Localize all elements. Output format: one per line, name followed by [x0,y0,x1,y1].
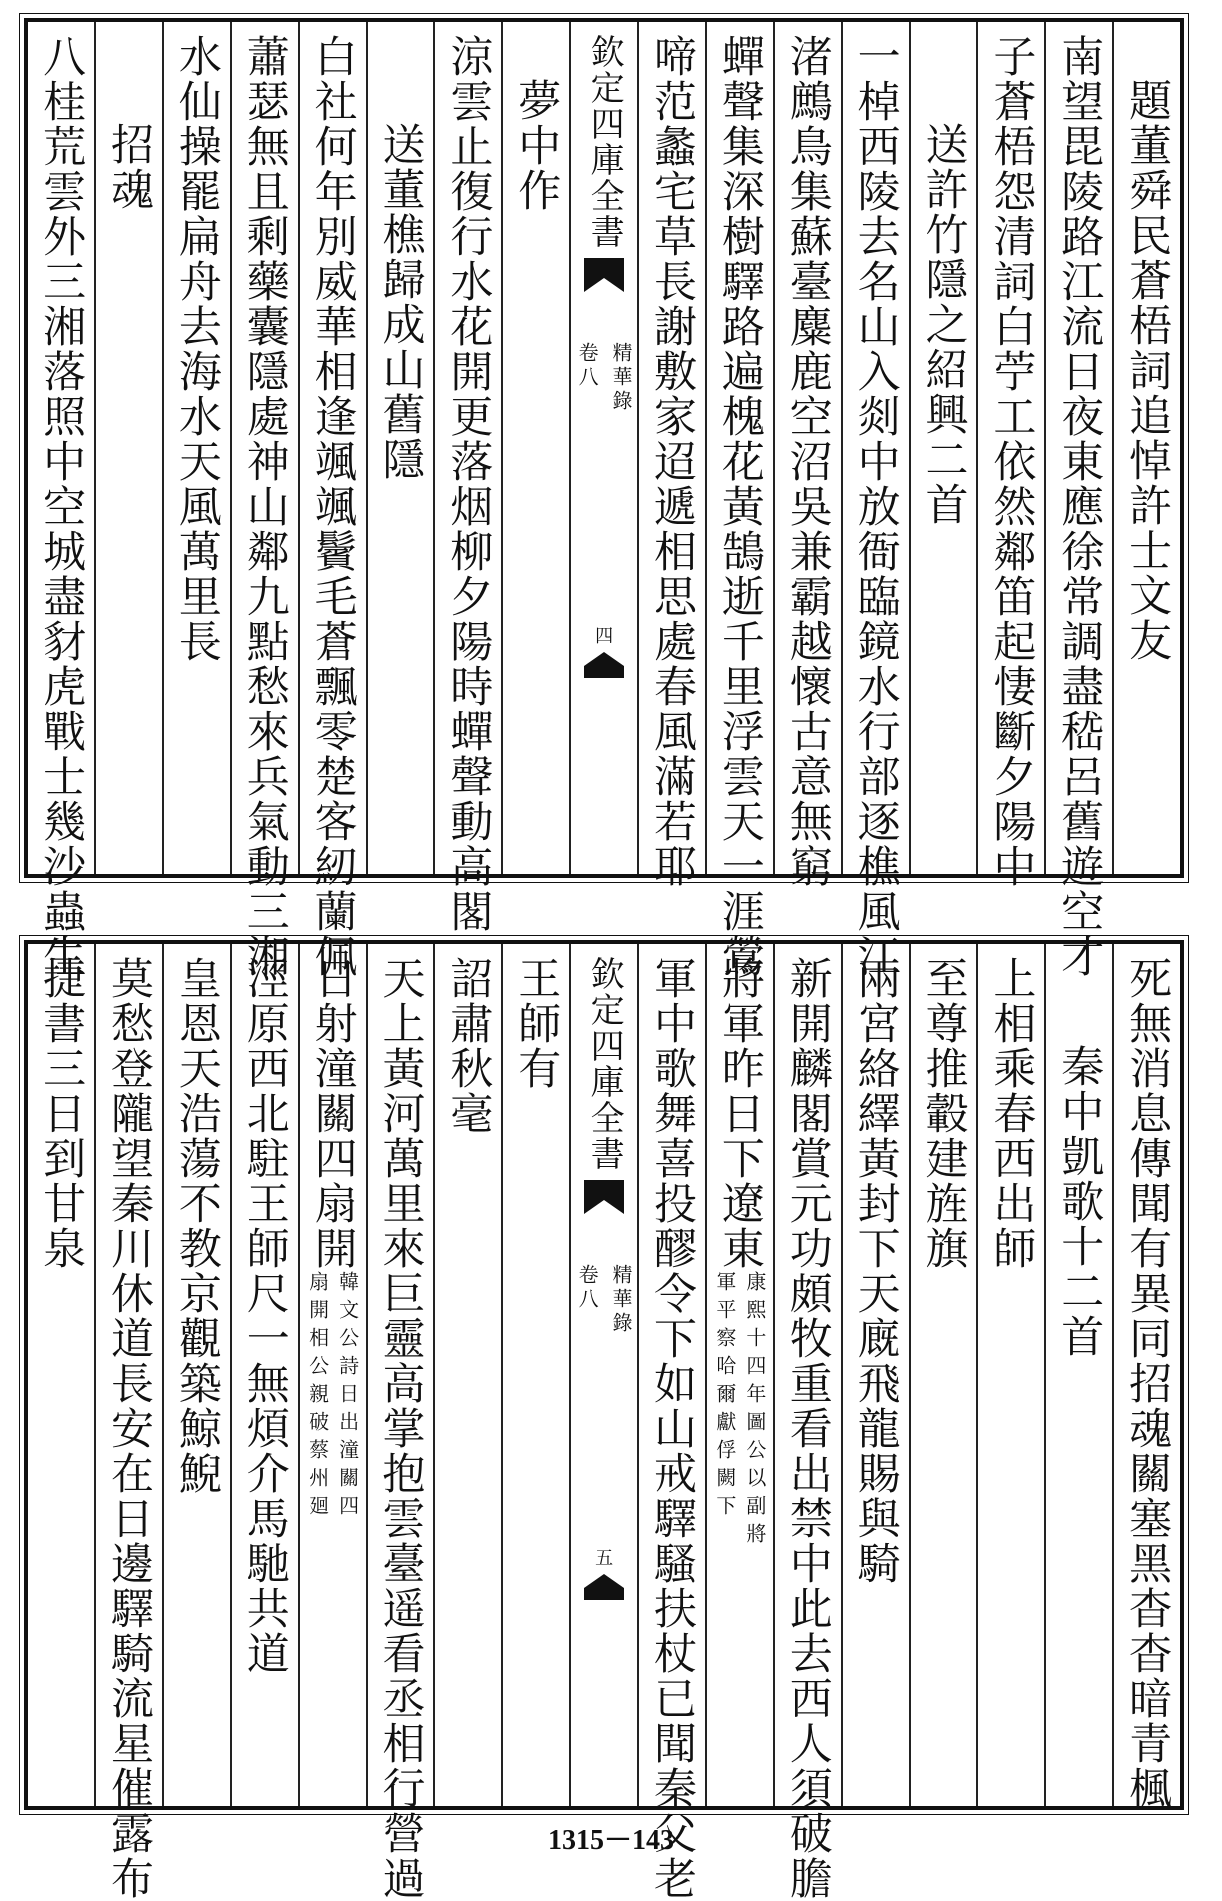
annotation-notes [712,1271,768,1551]
column-text: 子蒼梧怨清詞白苧工依然鄰笛起悽斷夕陽中 [986,34,1037,889]
center-gutter [569,944,637,1806]
column-text: 南望毘陵路江流日夜東應徐常調盡嵇呂舊遊空才 [1054,34,1105,979]
column-text: 送董樵歸成山舊隱 [375,122,426,482]
column-text: 死無消息傳聞有異同招魂關塞黑杳杳暗青楓 [1122,956,1173,1811]
book-subtitle: 精華錄 [609,1264,634,1336]
text-column [841,22,909,979]
column-text: 涼雲止復行水花開更落烟柳夕陽時蟬聲動高閣 [443,34,494,934]
column-text: 啼范蠡宅草長謝敷家迢遞相思處春風滿若耶 [647,34,697,889]
text-column [298,944,366,1806]
column-text: 捷書三日到甘泉 [36,956,87,1271]
text-column [1044,22,1112,979]
text-column [773,944,841,1901]
page-footer: 1315－143 [547,1825,674,1856]
column-text: 至尊推轂建旌旗 [918,956,969,1271]
fish-tail-mark-icon [584,1574,624,1604]
column-text: 詔肅秋毫 [443,956,494,1136]
page-number: 五 [595,1548,614,1569]
text-column [1112,22,1180,874]
column-text: 招魂 [104,122,154,212]
column-text: 皇恩天浩蕩不教京觀築鯨鯢 [171,956,222,1496]
column-text: 白社何年別威華相逢颯颯鬢毛蒼飄零楚客紉蘭佩 [307,34,358,979]
column-text: 莫愁登隴望秦川休道長安在日邊驛騎流星催露布 [104,956,154,1901]
text-column [230,944,298,1806]
text-column [705,22,773,979]
text-column [162,944,230,1806]
column-text: 一棹西陵去名山入剡中放衙臨鏡水行部逐樵風江 [850,34,901,979]
text-column [1112,944,1180,1811]
fish-tail-mark-icon [584,258,624,292]
column-text: 天上黃河萬里來巨靈高掌抱雲臺遥看丞相行營過 [375,956,426,1901]
text-column [976,22,1044,889]
column-text: 渚鷓鳥集蘇臺麋鹿空沼吳兼霸越懷古意無窮 [782,34,833,889]
column-text: 送許竹隱之紹興二首 [918,122,969,527]
column-text: 上相乘春西出師 [986,956,1037,1271]
text-column [841,944,909,1806]
volume-label: 卷八 [575,342,600,390]
text-column [28,944,94,1806]
column-text: 將軍昨日下遼東 [714,956,765,1271]
column-text: 王師有 [511,956,562,1091]
top-page [24,18,1184,979]
column-text: 夢中作 [511,78,562,213]
text-column [637,22,705,889]
column-text: 水仙操罷扁舟去海水天風萬里長 [171,34,222,664]
text-column [705,944,773,1806]
text-column [230,22,298,979]
fish-tail-mark-icon [584,652,624,682]
text-column [94,22,162,874]
column-text: 八桂荒雲外三湘落照中空城盡豺虎戰士幾沙蟲生 [36,34,87,979]
text-column [773,22,841,889]
text-column [909,944,977,1806]
annotation-note: 扇開相公親破蔡州廻 [305,1271,330,1523]
book-subtitle: 精華錄 [609,342,634,414]
text-column [366,944,434,1901]
text-column [298,22,366,979]
center-gutter [569,22,637,874]
text-column [366,22,434,874]
annotation-note: 康熙十四年圖公以副將 [742,1271,767,1551]
volume-label: 卷八 [575,1264,600,1312]
column-text: 日射潼關四扇開 [307,956,358,1271]
text-column [433,22,501,934]
text-column [433,944,501,1806]
page-number: 四 [595,626,614,647]
text-column [976,944,1044,1806]
column-text: 秦中凱歌十二首 [1054,1044,1105,1359]
fish-tail-mark-icon [584,1180,624,1214]
column-text: 兩宮絡繹黃封下天廐飛龍賜與騎 [850,956,901,1586]
column-text: 蟬聲集深樹驛路遍槐花黃鵠逝千里浮雲天一涯鶯 [714,34,765,979]
annotation-note: 軍平察哈爾獻俘闕下 [712,1271,737,1523]
annotation-notes [305,1271,361,1523]
text-column [28,22,94,979]
text-column [501,944,569,1806]
book-title: 欽定四庫全書 [584,34,625,250]
text-column [909,22,977,874]
column-text: 蕭瑟無且剩藥囊隱處神山鄰九點愁來兵氣動三湘 [239,34,290,979]
text-column [1044,944,1112,1806]
annotation-note: 韓文公詩日出潼關四 [335,1271,360,1523]
column-text: 涇原西北駐王師尺一無煩介馬馳共道 [239,956,290,1676]
book-title: 欽定四庫全書 [584,956,625,1172]
text-column [162,22,230,874]
text-column [501,22,569,874]
column-text: 軍中歌舞喜投醪令下如山戒驛騷扶杖已聞秦父老 [647,956,697,1901]
column-text: 新開麟閣賞元功頗牧重看出禁中此去西人須破膽 [782,956,833,1901]
column-text: 題董舜民蒼梧詞追悼許士文友 [1122,78,1173,663]
text-column [637,944,705,1901]
text-column [94,944,162,1901]
